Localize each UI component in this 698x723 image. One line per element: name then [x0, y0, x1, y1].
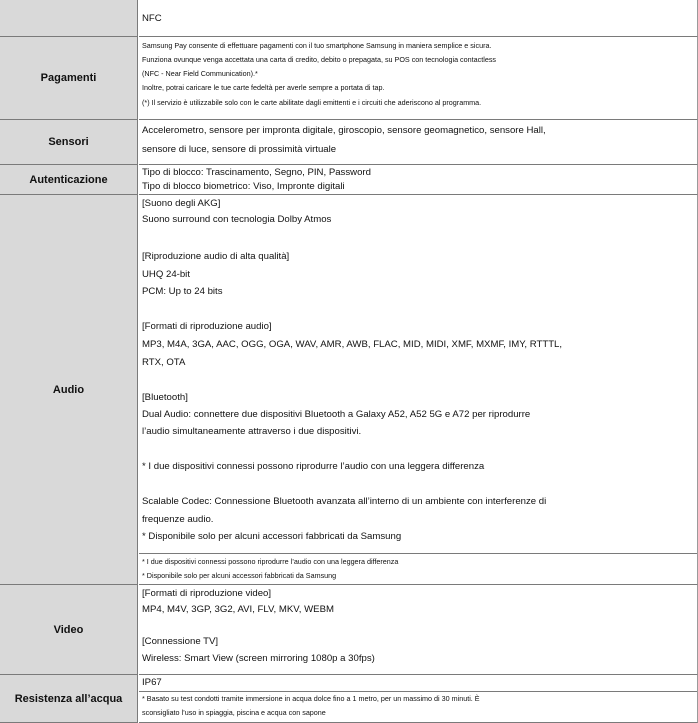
sensori-label: Sensori: [48, 136, 89, 148]
nfc-label-cell: [0, 0, 138, 37]
pagamenti-line: (NFC - Near Field Communication).*: [142, 69, 258, 78]
video-line: [Formati di riproduzione video]: [142, 588, 272, 599]
autenticazione-label-cell: [0, 165, 138, 195]
resistenza-divider: [139, 691, 697, 692]
audio-line: [Bluetooth]: [142, 392, 188, 403]
audio-line: [Riproduzione audio di alta qualità]: [142, 251, 290, 262]
audio-label: Audio: [52, 383, 85, 396]
video-label-cell: [0, 585, 138, 675]
sensori-line: Accelerometro, sensore per impronta digitale, giroscopio, sensore geomagnetico, sensore Hall,: [142, 125, 546, 136]
audio-line: Scalable Codec: Connessione Bluetooth avanzata all’interno di un ambiente con interferenze di: [142, 496, 547, 507]
resistenza-value-cell: [139, 675, 698, 723]
audio-line: [Formati di riproduzione audio]: [142, 321, 272, 332]
audio-line: * Disponibile solo per alcuni accessori fabbricati da Samsung: [142, 531, 402, 542]
pagamenti-value-cell: [139, 37, 698, 120]
pagamenti-line: Samsung Pay consente di effettuare pagamenti con il tuo smartphone Samsung in maniera semplice e sicura.: [142, 41, 492, 50]
video-line: MP4, M4V, 3GP, 3G2, AVI, FLV, MKV, WEBM: [142, 604, 334, 615]
audio-note: * I due dispositivi connessi possono riprodurre l’audio con una leggera differenza: [142, 557, 399, 566]
video-line: [Connessione TV]: [142, 636, 219, 647]
autenticazione-line: Tipo di blocco: Trascinamento, Segno, PIN, Password: [142, 167, 371, 178]
sensori-value-cell: [139, 120, 698, 165]
audio-line: MP3, M4A, 3GA, AAC, OGG, OGA, WAV, AMR, AWB, FLAC, MID, MIDI, XMF, MXMF, IMY, RTTTL,: [142, 339, 563, 350]
autenticazione-label: Autenticazione: [29, 173, 108, 186]
pagamenti-label-cell: [0, 37, 138, 120]
audio-line: Suono surround con tecnologia Dolby Atmos: [142, 214, 332, 225]
pagamenti-label: Pagamenti: [40, 72, 97, 84]
video-label: Video: [53, 623, 84, 636]
pagamenti-line: (*) Il servizio è utilizzabile solo con le carte abilitate dagli emittenti e i circuiti che aderiscono al programma.: [142, 98, 482, 107]
video-line: Wireless: Smart View (screen mirroring 1080p a 30fps): [142, 653, 375, 664]
audio-line: l’audio simultaneamente attraverso i due dispositivi.: [142, 426, 362, 437]
pagamenti-line: Inoltre, potrai caricare le tue carte fedeltà per averle sempre a portata di tap.: [142, 83, 385, 92]
autenticazione-value-cell: [139, 165, 698, 195]
resistenza-label-cell: [0, 675, 138, 723]
resistenza-rating: IP67: [142, 677, 162, 688]
audio-value-cell: [139, 195, 698, 585]
audio-line: UHQ 24-bit: [142, 269, 190, 280]
sensori-line: sensore di luce, sensore di prossimità virtuale: [142, 144, 337, 155]
audio-line: Dual Audio: connettere due dispositivi Bluetooth a Galaxy A52, A52 5G e A72 per riprodurre: [142, 409, 531, 420]
sensori-label-cell: [0, 120, 138, 165]
audio-line: RTX, OTA: [142, 357, 186, 368]
nfc-line: NFC: [142, 13, 162, 24]
audio-notes-divider: [139, 553, 697, 554]
video-value-cell: [139, 585, 698, 675]
audio-line: frequenze audio.: [142, 514, 214, 525]
resistenza-line: * Basato su test condotti tramite immersione in acqua dolce fino a 1 metro, per un massimo di 30 minuti. È: [142, 694, 480, 703]
resistenza-label: Resistenza all’acqua: [14, 692, 123, 705]
nfc-value-cell: [139, 0, 698, 37]
audio-line: PCM: Up to 24 bits: [142, 286, 223, 297]
audio-line: * I due dispositivi connessi possono riprodurre l’audio con una leggera differenza: [142, 461, 485, 472]
audio-label-cell: [0, 195, 138, 585]
audio-note: * Disponibile solo per alcuni accessori fabbricati da Samsung: [142, 571, 337, 580]
resistenza-line: sconsigliato l’uso in spiaggia, piscina e acqua con sapone: [142, 708, 326, 717]
audio-line: [Suono degli AKG]: [142, 198, 221, 209]
autenticazione-line: Tipo di blocco biometrico: Viso, Impronte digitali: [142, 181, 345, 192]
pagamenti-line: Funziona ovunque venga accettata una carta di credito, debito o prepagata, su POS con tecnologia contactless: [142, 55, 497, 64]
